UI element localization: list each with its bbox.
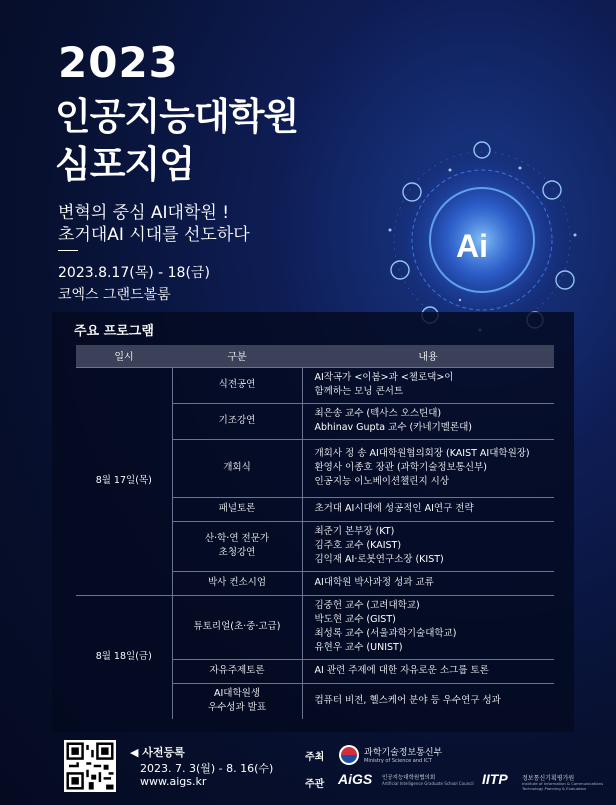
registration-dates: 2023. 7. 3(월) - 8. 16(수)	[140, 762, 274, 775]
organizer1-name-en: Artificial Intelligence Graduate School Council	[382, 781, 474, 786]
iitp-logo: IITP	[482, 771, 508, 787]
header-category: 구분	[172, 345, 302, 367]
detail-cell: 컴퓨터 비전, 헬스케어 분야 등 우수연구 성과	[302, 683, 554, 719]
organizer1-name: 인공지능대학원협의회	[382, 775, 436, 781]
event-year: 2023	[58, 38, 179, 87]
subtitle-line1: 변혁의 중심 AI대학원 !	[58, 203, 230, 223]
category-cell: 산·학·연 전문가 초청강연	[172, 521, 302, 571]
organizer2-name: 정보통신기획평가원	[522, 775, 575, 782]
detail-cell: AI대학원 박사과정 성과 교류	[302, 571, 554, 595]
aigs-logo: AiGS	[338, 771, 373, 787]
event-venue: 코엑스 그랜드볼룸	[58, 287, 171, 303]
registration-qr-code[interactable]	[64, 740, 116, 792]
day-label: 8월 17일(목)	[76, 367, 172, 595]
ai-badge-text: Ai	[456, 228, 488, 264]
header-content: 내용	[302, 345, 554, 367]
category-cell: 패널토론	[172, 497, 302, 521]
subtitle-line2: 초거대AI 시대를 선도하다	[58, 225, 250, 245]
event-date: 2023.8.17(목) - 18(금)	[58, 265, 210, 281]
detail-cell: 김중헌 교수 (고려대학교) 박도현 교수 (GIST) 최성록 교수 (서울과학기술대학교) 유현우 교수 (UNIST)	[302, 595, 554, 659]
program-table	[76, 345, 554, 719]
category-cell: 튜토리얼(초·중·고급)	[172, 595, 302, 659]
registration-link[interactable]: www.aigs.kr	[140, 775, 207, 788]
host-label: 주최	[305, 752, 325, 763]
table-row	[76, 595, 554, 659]
header-date: 일시	[76, 345, 172, 367]
detail-cell: AI작곡가 <이봄>과 <첼로댁>이 함께하는 모닝 콘서트	[302, 367, 554, 403]
table-row	[76, 367, 554, 403]
detail-cell: 초거대 AI시대에 성공적인 AI연구 전략	[302, 497, 554, 521]
detail-cell: 개회사 정 송 AI대학원협의회장 (KAIST AI대학원장) 환영사 이종호 장관 (과학기술정보통신부) 인공지능 이노베이션챌린지 시상	[302, 439, 554, 497]
program-title: 주요 프로그램	[74, 324, 154, 339]
detail-cell: AI 관련 주제에 대한 자유로운 소그룹 토론	[302, 659, 554, 683]
category-cell: 식전공연	[172, 367, 302, 403]
category-cell: AI대학원생 우수성과 발표	[172, 683, 302, 719]
category-cell: 기조강연	[172, 403, 302, 439]
category-cell: 박사 컨소시엄	[172, 571, 302, 595]
detail-cell: 최준기 본부장 (KT) 김주호 교수 (KAIST) 김익재 AI·로봇연구소장 (KIST)	[302, 521, 554, 571]
organizer2-name-en: Institute of Information & Communications Technology Planning & Evaluation	[522, 781, 604, 791]
program-header-row	[76, 345, 554, 367]
detail-cell: 최은송 교수 (텍사스 오스틴대) Abhinav Gupta 교수 (카네기멜론대)	[302, 403, 554, 439]
host-name-en: Ministry of Science and ICT	[364, 758, 432, 764]
category-cell: 자유주제토론	[172, 659, 302, 683]
day-label: 8월 18일(금)	[76, 595, 172, 719]
msit-emblem-icon	[338, 744, 360, 766]
host-name: 과학기술정보통신부	[364, 748, 443, 758]
event-title-line2: 심포지엄	[55, 143, 194, 186]
event-title-line1: 인공지능대학원	[55, 95, 299, 138]
category-cell: 개회식	[172, 439, 302, 497]
registration-label: ◀ 사전등록	[130, 746, 185, 759]
divider	[58, 250, 78, 251]
organizer-label: 주관	[305, 779, 325, 790]
